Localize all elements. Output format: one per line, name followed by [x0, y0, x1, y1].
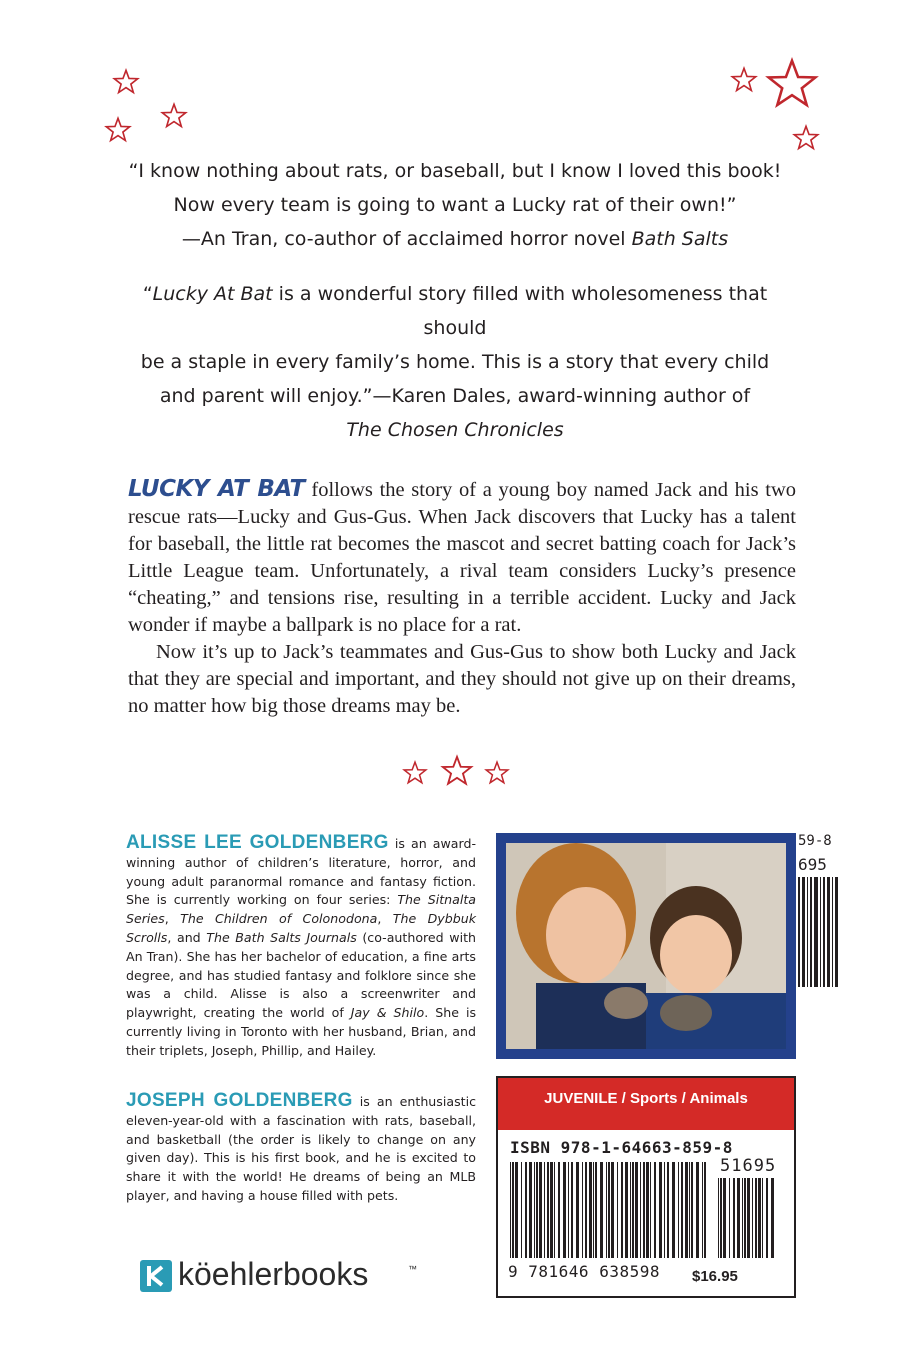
quote-line: “I know nothing about rats, or baseball, but I know I loved this book! [128, 160, 782, 182]
barcode-bar [539, 1162, 542, 1258]
quote-line: and parent will enjoy.”—Karen Dales, award-winning author of [159, 385, 751, 407]
barcode-bar [595, 1162, 597, 1258]
author-name: ALISSE LEE GOLDENBERG [126, 832, 389, 853]
photo-image [506, 843, 786, 1049]
barcode-bar [515, 1162, 518, 1258]
star-icon [104, 116, 132, 144]
barcode-bar [608, 1162, 610, 1258]
barcode-bar [606, 1162, 607, 1258]
barcode-panel [496, 1076, 796, 1298]
barcode-bar [571, 1162, 573, 1258]
isbn-fragment: 59-8 [798, 833, 832, 849]
barcode-bar [689, 1162, 690, 1258]
genre-band [498, 1078, 794, 1130]
quote-line: Now every team is going to want a Lucky rat of their own!” [173, 194, 737, 216]
barcode-bar [554, 1162, 555, 1258]
barcode-bar [704, 1162, 706, 1258]
barcode-bar [521, 1162, 522, 1258]
barcode-bar [733, 1178, 735, 1258]
barcode-bar [550, 1162, 553, 1258]
barcode-bar [646, 1162, 649, 1258]
addon-bars [716, 1178, 778, 1263]
barcode-bar [723, 1178, 726, 1258]
barcode-bar [664, 1162, 665, 1258]
blurb-paragraph-1 [128, 476, 796, 639]
barcode-bar [529, 1162, 532, 1258]
star-icon [764, 56, 820, 112]
quote-text: is a wonderful story filled with wholesomeness that should [272, 283, 768, 339]
barcode-bar [744, 1178, 746, 1258]
barcode-bar [512, 1162, 514, 1258]
star-icon [112, 68, 140, 96]
barcode-bar [593, 1162, 594, 1258]
star-icon [484, 760, 510, 786]
barcode-bars [508, 1162, 708, 1263]
price-addon-label: 51695 [720, 1156, 777, 1176]
bio-text: . She is currently living in Toronto with her husband, Brian, and their triplets, Joseph, Phillip, and Hailey. [126, 1005, 477, 1058]
trademark-symbol: ™ [408, 1264, 417, 1274]
barcode-bar [766, 1178, 768, 1258]
barcode-bar [650, 1162, 651, 1258]
book-title: The Chosen Chronicles [346, 419, 564, 441]
barcode-bar [544, 1162, 545, 1258]
barcode-bar [685, 1162, 688, 1258]
barcode-bar [585, 1162, 587, 1258]
author-bio-alisse [126, 834, 476, 1061]
barcode-bar [534, 1162, 535, 1258]
book-title: Bath Salts [631, 228, 729, 250]
quote-line [110, 413, 800, 447]
barcode-bar [547, 1162, 549, 1258]
author-bio-joseph [126, 1092, 476, 1206]
barcode-bar [630, 1162, 631, 1258]
barcode-bar [696, 1162, 699, 1258]
review-quote-1 [110, 154, 800, 256]
barcode-bar [681, 1162, 683, 1258]
quote-line: be a staple in every family’s home. This is a story that every child [140, 351, 770, 373]
barcode-bar [755, 1178, 757, 1258]
series-title: Jay & Shilo [350, 1005, 425, 1021]
bio-text: (co-authored with An Tran). She has her bachelor of education, a fine arts degree, and has studied fantasy and folklore since she was a child. Alisse is also a screenwriter and playwright, creating the world of [126, 929, 476, 1021]
series-title: The Sitnalta Series [126, 892, 476, 927]
author-name: JOSEPH GOLDENBERG [126, 1090, 353, 1111]
barcode-bar [762, 1178, 763, 1258]
barcode-bar [621, 1162, 623, 1258]
author-photo [496, 833, 796, 1059]
star-icon [792, 124, 820, 152]
barcode-bar [752, 1178, 753, 1258]
title-logo: LUCKY AT BAT [128, 476, 305, 502]
series-title: The Dybbuk Scrolls [126, 911, 476, 945]
publisher-name: köehlerbooks [178, 1256, 369, 1292]
barcode-bar [771, 1178, 774, 1258]
barcode-bar [747, 1178, 750, 1258]
barcode-bar [632, 1162, 634, 1258]
barcode-bar [625, 1162, 628, 1258]
barcode-bar [667, 1162, 669, 1258]
bio-text: , [377, 911, 393, 927]
barcode-bar [589, 1162, 592, 1258]
barcode-bar [635, 1162, 638, 1258]
barcode-bar [691, 1162, 693, 1258]
barcode-bar [536, 1162, 538, 1258]
barcode-bar [582, 1162, 583, 1258]
blurb-text: follows the story of a young boy named Jack and his two rescue rats—Lucky and Gus-Gus. When Jack discovers that Lucky has a talent for baseball, the little rat becomes the mascot and secret batting coach for Jack’s Little League team. Unfortunately, a rival team considers Lucky’s presence “cheating,” and tensions rise, resulting in a terrible accident. Lucky and Jack wonder if maybe a ballpark is no place for a rat. [128, 479, 796, 636]
star-icon [160, 102, 188, 130]
barcode-bar [611, 1162, 614, 1258]
barcode-bar [568, 1162, 569, 1258]
barcode-bar [643, 1162, 645, 1258]
quote-mark: “ [142, 283, 153, 305]
barcode-bar [558, 1162, 560, 1258]
barcode-bar [654, 1162, 656, 1258]
barcode-bar [702, 1162, 703, 1258]
book-title: Lucky At Bat [152, 283, 273, 305]
barcode-bar [729, 1178, 730, 1258]
series-title: The Bath Salts Journals [206, 929, 357, 945]
price-label: $16.95 [692, 1268, 738, 1285]
star-icon [440, 754, 474, 788]
publisher-k-icon [140, 1260, 172, 1292]
barcode-bar [563, 1162, 566, 1258]
bio-text: is an award-winning author of children’s literature, horror, and young adult paranormal romance and fantasy fiction. She is currently working on four series: [126, 836, 476, 908]
barcode-bar [672, 1162, 675, 1258]
barcode-bar [525, 1162, 527, 1258]
barcode-fragment [796, 833, 842, 993]
isbn-label: ISBN 978-1-64663-859-8 [510, 1138, 733, 1157]
barcode-bar [718, 1178, 719, 1258]
barcode-bar [720, 1178, 722, 1258]
attribution-text: —An Tran, co-author of acclaimed horror novel [181, 228, 632, 250]
series-title: The Children of Colonodona [180, 911, 378, 927]
barcode-bar [742, 1178, 743, 1258]
barcode-bar [510, 1162, 511, 1258]
barcode-bar [678, 1162, 679, 1258]
genre-label: JUVENILE / Sports / Animals [544, 1090, 748, 1107]
blurb-paragraph-2: Now it’s up to Jack’s teammates and Gus-Gus to show both Lucky and Jack that they are special and important, and they should not give up on their dreams, no matter how big those dreams may be. [128, 641, 796, 717]
barcode-bar [600, 1162, 603, 1258]
barcode-bar [659, 1162, 662, 1258]
ean-number: 9 781646 638598 [508, 1262, 660, 1281]
book-blurb [128, 476, 796, 720]
barcode-bar [576, 1162, 579, 1258]
barcode-bar [758, 1178, 761, 1258]
review-quote-2 [110, 277, 800, 447]
quote-attribution [110, 222, 800, 256]
bio-text: , and [167, 929, 207, 945]
bio-text: is an enthusiastic eleven-year-old with a fascination with rats, baseball, and basketball (the order is likely to change on any given day). This is his first book, and he is excited to share it with the world! He dreams of being an MLB player, and having a house filled with pets. [126, 1094, 476, 1203]
bio-text: , [164, 911, 181, 927]
star-icon [402, 760, 428, 786]
barcode-bar [640, 1162, 641, 1258]
quote-line [110, 277, 800, 345]
barcode-bar [617, 1162, 618, 1258]
barcode-bar [737, 1178, 740, 1258]
star-icon [730, 66, 758, 94]
addon-fragment: 695 [798, 855, 827, 874]
